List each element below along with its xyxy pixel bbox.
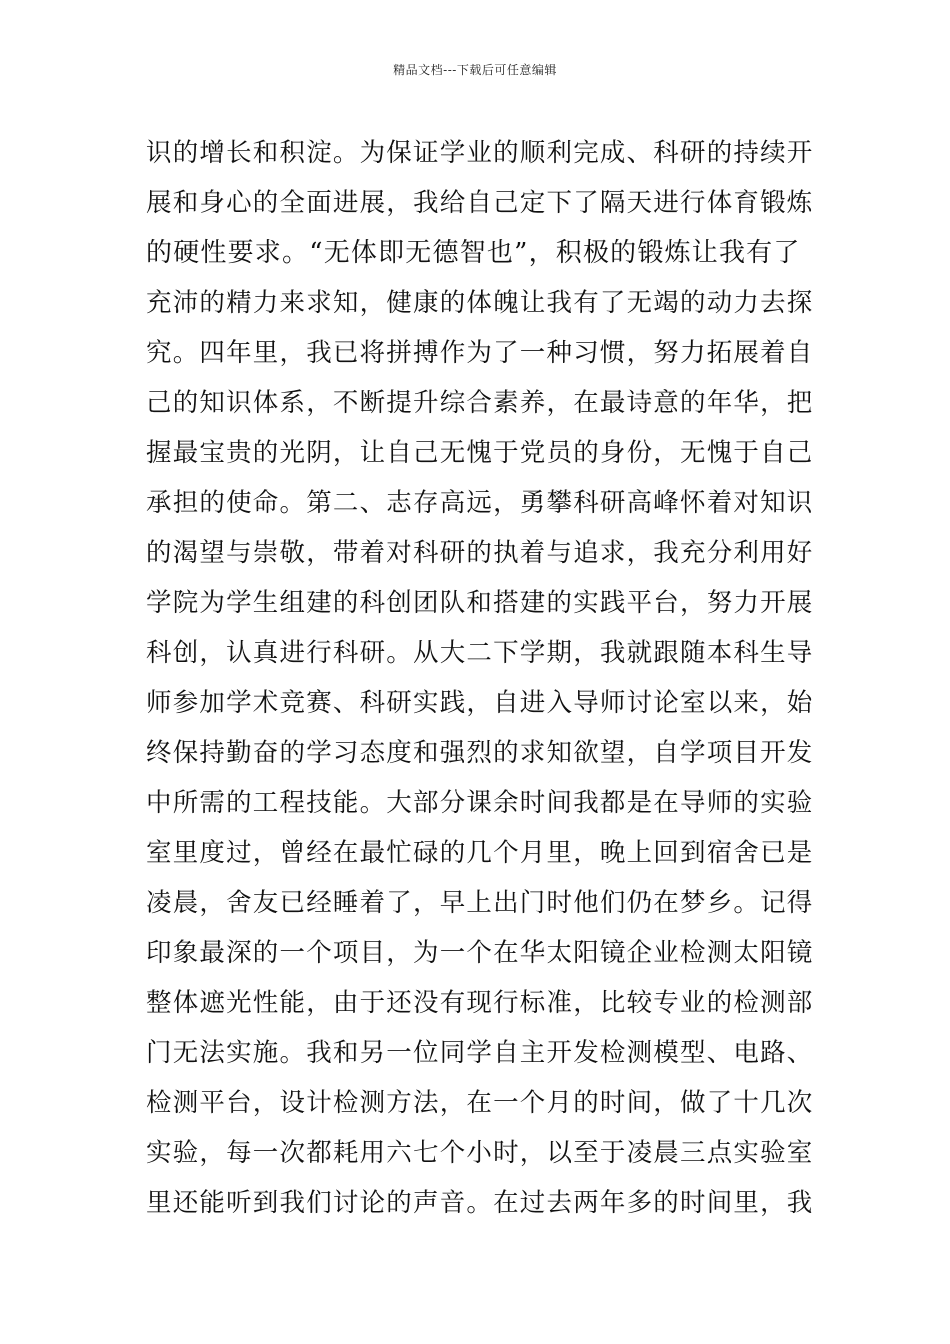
body-line: 究。四年里，我已将拼搏作为了一种习惯，努力拓展着自 xyxy=(146,338,814,368)
body-line: 学院为学生组建的科创团队和搭建的实践平台，努力开展 xyxy=(146,588,814,618)
body-line: 师参加学术竞赛、科研实践，自进入导师讨论室以来，始 xyxy=(146,688,814,718)
body-line: 检测平台，设计检测方法，在一个月的时间，做了十几次 xyxy=(146,1088,814,1118)
body-line: 中所需的工程技能。大部分课余时间我都是在导师的实验 xyxy=(146,788,814,818)
body-line: 承担的使命。第二、志存高远，勇攀科研高峰怀着对知识 xyxy=(146,488,814,518)
document-body xyxy=(146,128,816,1228)
body-line: 握最宝贵的光阴，让自己无愧于党员的身份，无愧于自己 xyxy=(146,438,814,468)
body-line: 的硬性要求。“无体即无德智也”，积极的锻炼让我有了 xyxy=(146,238,801,268)
body-line: 展和身心的全面进展，我给自己定下了隔天进行体育锻炼 xyxy=(146,188,814,218)
body-line: 室里度过，曾经在最忙碌的几个月里，晚上回到宿舍已是 xyxy=(146,838,814,868)
body-line: 整体遮光性能，由于还没有现行标准，比较专业的检测部 xyxy=(146,988,814,1018)
body-line: 实验，每一次都耗用六七个小时，以至于凌晨三点实验室 xyxy=(146,1138,814,1168)
page-header: 精品文档---下载后可任意编辑 xyxy=(393,63,557,77)
body-line: 终保持勤奋的学习态度和强烈的求知欲望，自学项目开发 xyxy=(146,738,814,768)
body-line: 己的知识体系，不断提升综合素养，在最诗意的年华，把 xyxy=(146,388,814,418)
body-line: 凌晨，舍友已经睡着了，早上出门时他们仍在梦乡。记得 xyxy=(146,888,814,918)
body-line: 科创，认真进行科研。从大二下学期，我就跟随本科生导 xyxy=(146,638,814,668)
body-line: 识的增长和积淀。为保证学业的顺利完成、科研的持续开 xyxy=(146,138,814,168)
body-line: 门无法实施。我和另一位同学自主开发检测模型、电路、 xyxy=(146,1038,814,1068)
body-line: 印象最深的一个项目，为一个在华太阳镜企业检测太阳镜 xyxy=(146,938,814,968)
body-line: 充沛的精力来求知，健康的体魄让我有了无竭的动力去探 xyxy=(146,288,814,318)
body-line: 的渴望与崇敬，带着对科研的执着与追求，我充分利用好 xyxy=(146,538,814,568)
body-line: 里还能听到我们讨论的声音。在过去两年多的时间里，我 xyxy=(146,1188,814,1218)
